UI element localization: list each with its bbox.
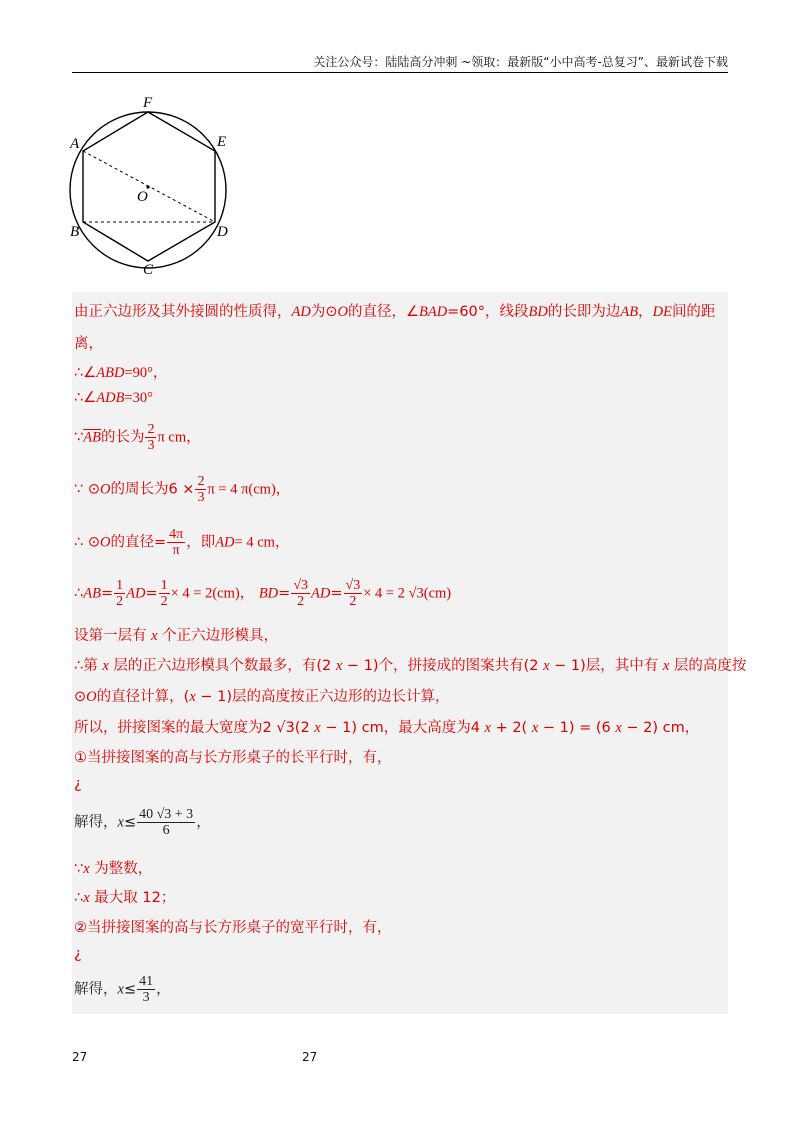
label-F: F	[143, 95, 153, 111]
solution-line-7: ∴ ⊙O的直径= $\frac{4\pi}{\pi}$ ，即AD= 4 cm，	[74, 527, 290, 558]
label-B: B	[70, 224, 80, 240]
solution-line-18: ②当拼接图案的高与长方形桌子的宽平行时，有，	[74, 920, 392, 936]
solution-line-1: 由正六边形及其外接圆的性质得，AD为⊙O的直径，∠BAD=60°，线段BD的长即为边AB，DE间的距	[74, 304, 716, 320]
label-D: D	[217, 224, 228, 240]
solution-line-17: ∴x 最大取 12；	[74, 890, 176, 906]
solution-line-15: 解得，x≤ $\frac{40 √3 + 3}{6}$ ，	[74, 807, 211, 838]
solution-line-3: ∴∠ABD=90°，	[74, 365, 168, 381]
page-header	[72, 54, 728, 73]
solution-line-13: ①当拼接图案的高与长方形桌子的长平行时，有，	[74, 750, 392, 766]
header-text: 关注公众号：陆陆高分冲刺 ~领取：最新版“小中高考-总复习”、最新试卷下载	[313, 55, 728, 69]
footer-page-number-left: 27	[72, 1050, 88, 1064]
label-E: E	[217, 134, 227, 150]
label-O: O	[137, 189, 148, 205]
solution-line-5: $\because\overline{AB}$的长为 $\frac{2}{3}$ π cm，	[74, 422, 201, 453]
solution-line-16: ∵x 为整数，	[74, 861, 153, 877]
solution-line-10: ∴第 x 层的正六边形模具个数最多，有(2 x − 1)个，拼接成的图案共有(2 x − 1)层，其中有 x 层的高度按	[74, 658, 747, 674]
solution-line-2: 离，	[74, 336, 103, 352]
solution-line-4: ∴∠ADB=30°	[74, 390, 153, 406]
hexagon-circle-figure	[62, 95, 242, 275]
label-A: A	[70, 136, 80, 152]
solution-line-19: ¿	[74, 946, 82, 962]
solution-line-6: ∵ ⊙O的周长为6 × $\frac{2}{3}$ π = 4 π(cm)，	[74, 474, 291, 505]
footer-page-number-center: 27	[302, 1050, 318, 1064]
circumcircle	[70, 112, 226, 268]
solution-line-20: 解得，x≤ $\frac{41}{3}$ ，	[74, 974, 171, 1005]
solution-line-9: 设第一层有 x 个正六边形模具，	[74, 628, 279, 644]
solution-line-14: ¿	[74, 776, 82, 792]
label-C: C	[143, 262, 154, 275]
solution-line-12: 所以，拼接图案的最大宽度为2 √3(2 x − 1) cm，最大高度为4 x + 2( x − 1) = (6 x − 2) cm，	[74, 720, 700, 736]
solution-line-8: ∴AB= $\frac{1}{2}$ AD= $\frac{1}{2}$ × 4 = 2(cm)， BD= $\frac{√3}{2}$ AD= $\frac{√3}{2}$ × 4 = 2 √3(cm)	[74, 578, 452, 609]
solution-line-11: ⊙O的直径计算，(x − 1)层的高度按正六边形的边长计算，	[74, 689, 450, 705]
